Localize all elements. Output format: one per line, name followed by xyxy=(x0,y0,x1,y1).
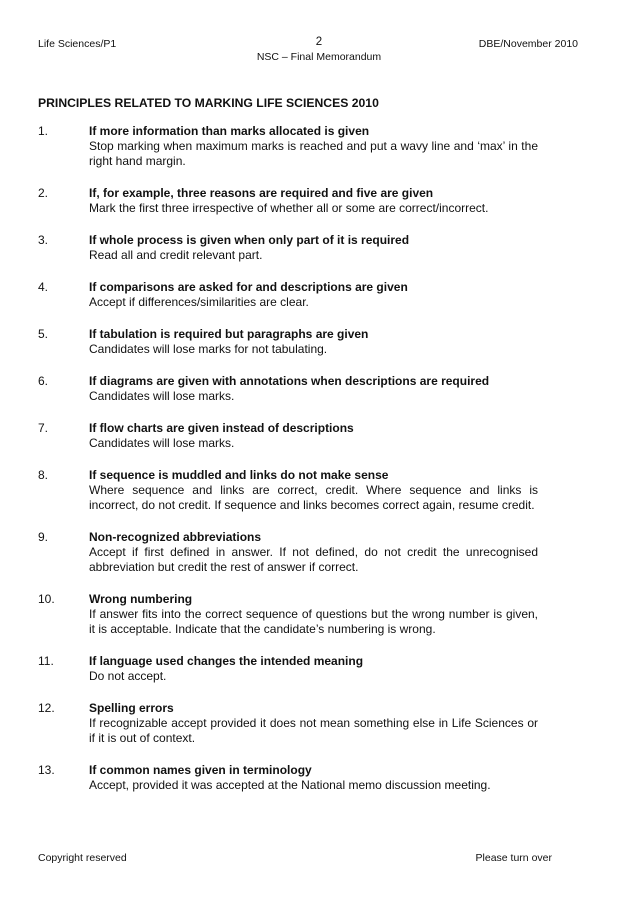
page-title: PRINCIPLES RELATED TO MARKING LIFE SCIENCES 2010 xyxy=(38,96,379,110)
header-subtitle: NSC – Final Memorandum xyxy=(256,51,382,63)
item-text: If answer fits into the correct sequence of questions but the wrong number is given, it is acceptable. Indicate that the candidate’s numbering is wrong. xyxy=(89,607,538,636)
item-text: Do not accept. xyxy=(89,669,167,683)
item-heading: If sequence is muddled and links do not make sense xyxy=(89,468,389,482)
list-item xyxy=(38,186,538,216)
item-number: 7. xyxy=(38,421,49,435)
item-text: Candidates will lose marks. xyxy=(89,389,235,403)
item-number: 6. xyxy=(38,374,49,388)
principles-list xyxy=(38,124,538,810)
item-number: 11. xyxy=(38,654,54,668)
item-text: Stop marking when maximum marks is reached and put a wavy line and ‘max’ in the right hand margin. xyxy=(89,139,538,168)
item-text: Candidates will lose marks. xyxy=(89,436,235,450)
footer-turn-over: Please turn over xyxy=(475,852,552,864)
list-item xyxy=(38,763,538,793)
item-heading: If language used changes the intended meaning xyxy=(89,654,364,668)
item-heading: If more information than marks allocated is given xyxy=(89,124,370,138)
list-item xyxy=(38,233,538,263)
item-heading: If flow charts are given instead of descriptions xyxy=(89,421,354,435)
list-item xyxy=(38,374,538,404)
list-item xyxy=(38,701,538,746)
page-number: 2 xyxy=(315,36,323,48)
item-text: Mark the first three irrespective of whether all or some are correct/incorrect. xyxy=(89,201,489,215)
item-number: 10. xyxy=(38,592,55,606)
footer-copyright: Copyright reserved xyxy=(38,852,127,864)
list-item xyxy=(38,280,538,310)
item-number: 3. xyxy=(38,233,49,247)
item-number: 4. xyxy=(38,280,49,294)
item-number: 12. xyxy=(38,701,55,715)
list-item xyxy=(38,654,538,684)
item-text: If recognizable accept provided it does not mean something else in Life Sciences or if it is out of context. xyxy=(89,716,538,745)
header-subject: Life Sciences/P1 xyxy=(38,38,117,50)
item-number: 8. xyxy=(38,468,49,482)
item-heading: If tabulation is required but paragraphs are given xyxy=(89,327,369,341)
list-item xyxy=(38,592,538,637)
item-heading: Non-recognized abbreviations xyxy=(89,530,262,544)
item-text: Candidates will lose marks for not tabulating. xyxy=(89,342,328,356)
item-text: Where sequence and links are correct, credit. Where sequence and links is incorrect, do not credit. If sequence and links becomes correct again, resume credit. xyxy=(89,483,538,512)
item-heading: If diagrams are given with annotations when descriptions are required xyxy=(89,374,490,388)
list-item xyxy=(38,327,538,357)
list-item xyxy=(38,530,538,575)
list-item xyxy=(38,421,538,451)
list-item xyxy=(38,468,538,513)
item-heading: If whole process is given when only part of it is required xyxy=(89,233,410,247)
item-heading: Spelling errors xyxy=(89,701,174,715)
item-text: Accept if first defined in answer. If not defined, do not credit the unrecognised abbreviation but credit the rest of answer if correct. xyxy=(89,545,538,574)
item-text: Read all and credit relevant part. xyxy=(89,248,263,262)
header-date: DBE/November 2010 xyxy=(478,38,578,50)
item-text: Accept if differences/similarities are clear. xyxy=(89,295,309,309)
item-number: 2. xyxy=(38,186,49,200)
item-heading: If, for example, three reasons are required and five are given xyxy=(89,186,434,200)
item-heading: If comparisons are asked for and descriptions are given xyxy=(89,280,408,294)
item-heading: If common names given in terminology xyxy=(89,763,312,777)
list-item xyxy=(38,124,538,169)
item-text: Accept, provided it was accepted at the National memo discussion meeting. xyxy=(89,778,491,792)
item-heading: Wrong numbering xyxy=(89,592,193,606)
item-number: 1. xyxy=(38,124,49,138)
item-number: 9. xyxy=(38,530,49,544)
item-number: 5. xyxy=(38,327,49,341)
item-number: 13. xyxy=(38,763,55,777)
